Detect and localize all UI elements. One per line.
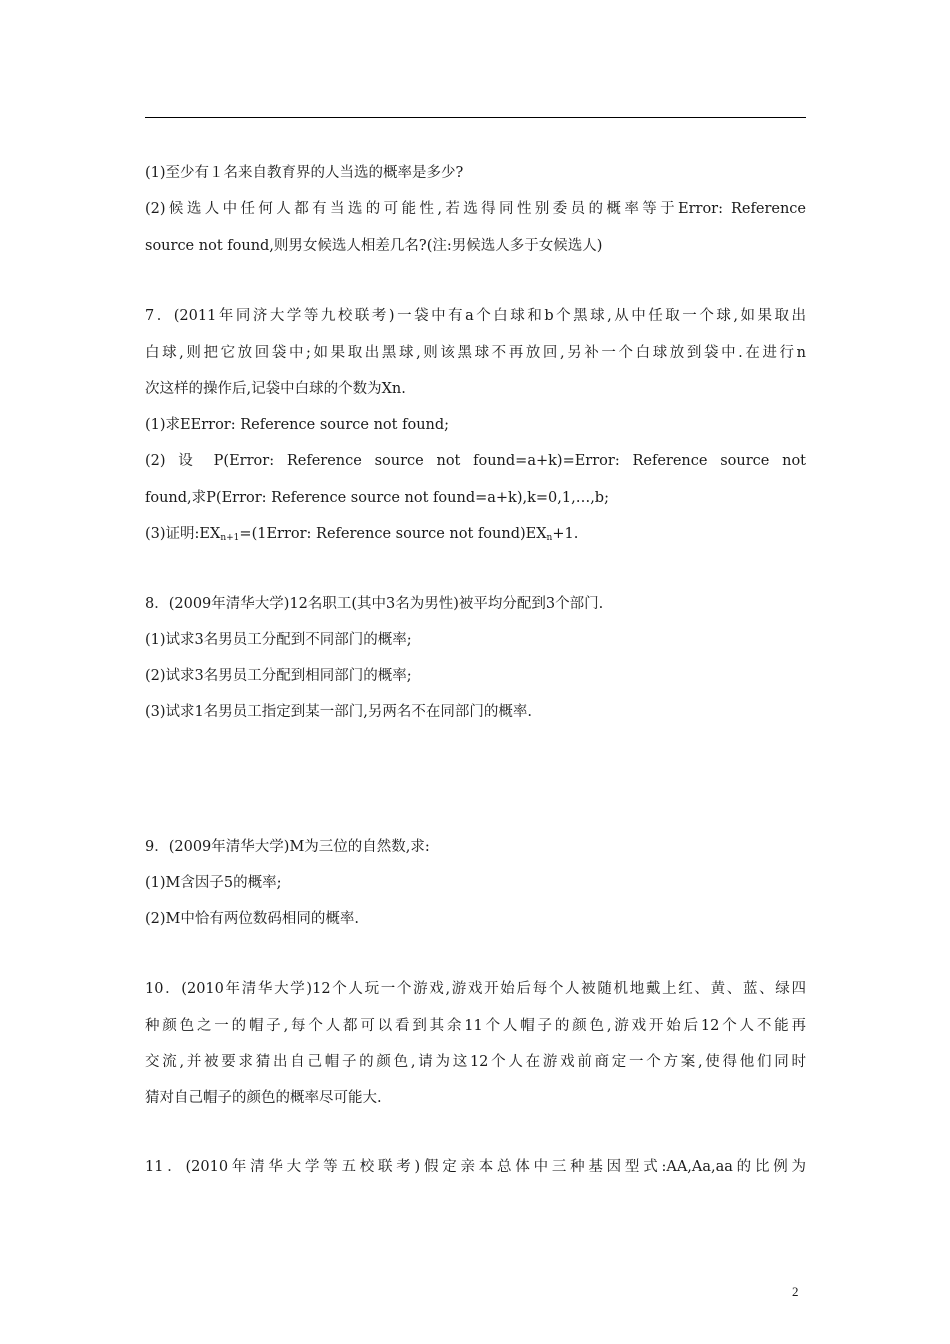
header-rule [145, 117, 806, 118]
question-7-line: 7．(2011年同济大学等九校联考)一袋中有a个白球和b个黑球,从中任取一个球,如果取出 [145, 308, 806, 324]
question-10-line: 10．(2010年清华大学)12个人玩一个游戏,游戏开始后每个人被随机地戴上红、黄、蓝、绿四 [145, 981, 806, 997]
text-line: 猜对自己帽子的颜色的概率尽可能大. [145, 1090, 382, 1106]
text-fragment: +1. [552, 526, 579, 542]
text-fragment: =(1Error: Reference source not found)EX [239, 526, 547, 542]
text-line: (2)候选人中任何人都有当选的可能性,若选得同性别委员的概率等于Error: Reference [145, 201, 806, 217]
subscript: n+1 [220, 533, 240, 543]
text-line: 交流,并被要求猜出自己帽子的颜色,请为这12个人在游戏前商定一个方案,使得他们同时 [145, 1054, 806, 1070]
text-line: (1)试求3名男员工分配到不同部门的概率; [145, 632, 412, 648]
question-11-line: 11．(2010年清华大学等五校联考)假定亲本总体中三种基因型式:AA,Aa,aa的比例为 [145, 1159, 806, 1175]
text-line: (2)M中恰有两位数码相同的概率. [145, 911, 359, 927]
text-line: (1)求EError: Reference source not found; [145, 417, 450, 433]
page-number: 2 [792, 1284, 799, 1299]
text-line: 白球,则把它放回袋中;如果取出黑球,则该黑球不再放回,另补一个白球放到袋中.在进行n [145, 345, 806, 361]
text-line: 种颜色之一的帽子,每个人都可以看到其余11个人帽子的颜色,游戏开始后12个人不能再 [145, 1018, 806, 1034]
text-line: (3)试求1名男员工指定到某一部门,另两名不在同部门的概率. [145, 704, 532, 720]
text-line: (2) 设 P(Error: Reference source not found=a+k)=Error: Reference source not [145, 453, 806, 469]
text-line [145, 524, 806, 548]
subscript: n [546, 533, 553, 543]
text-line: 次这样的操作后,记袋中白球的个数为Xn. [145, 381, 406, 397]
text-line: found,求P(Error: Reference source not found=a+k),k=0,1,…,b; [145, 490, 609, 506]
text-fragment: (3)证明:EX [145, 526, 221, 542]
question-9-line: 9．(2009年清华大学)M为三位的自然数,求: [145, 839, 430, 855]
text-line: source not found,则男女候选人相差几名?(注:男候选人多于女候选人) [145, 238, 603, 254]
text-line: (2)试求3名男员工分配到相同部门的概率; [145, 668, 412, 684]
text-line: (1)至少有１名来自教育界的人当选的概率是多少? [145, 165, 464, 181]
text-line: (1)M含因子5的概率; [145, 875, 282, 891]
question-8-line: 8．(2009年清华大学)12名职工(其中3名为男性)被平均分配到3个部门. [145, 596, 604, 612]
